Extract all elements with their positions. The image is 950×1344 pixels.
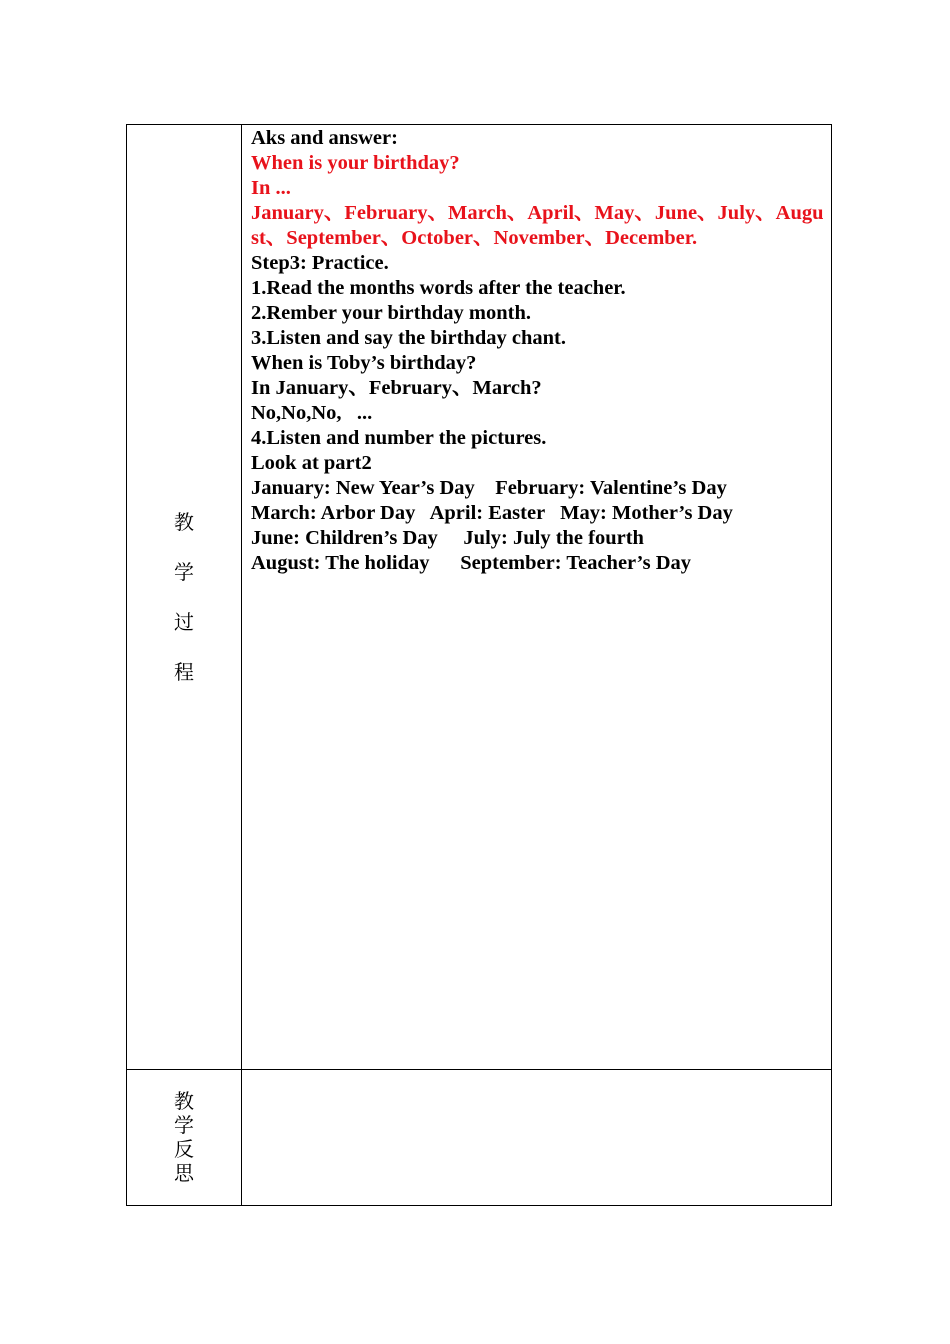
- teaching-reflection-label: [174, 1089, 194, 1185]
- label-char: 学: [174, 560, 194, 584]
- process-line: Aks and answer:: [251, 127, 398, 149]
- label-char: 教: [174, 510, 194, 534]
- lesson-plan-table: [126, 124, 832, 1206]
- process-line: March: Arbor Day April: Easter May: Mother’s Day: [251, 502, 733, 524]
- teaching-process-row: [127, 125, 831, 1070]
- teaching-reflection-label-cell: [127, 1069, 242, 1205]
- process-line: 1.Read the months words after the teacher.: [251, 277, 626, 299]
- teaching-process-label-cell: [127, 125, 242, 1069]
- teaching-process-label: [174, 497, 194, 697]
- label-char: 教: [174, 1089, 194, 1113]
- teaching-reflection-row: [127, 1069, 831, 1205]
- process-line: August: The holiday September: Teacher’s Day: [251, 552, 691, 574]
- process-lines: [251, 125, 825, 576]
- process-line: When is Toby’s birthday?: [251, 352, 477, 374]
- process-line: 2.Rember your birthday month.: [251, 302, 531, 324]
- process-line: 3.Listen and say the birthday chant.: [251, 327, 566, 349]
- process-line: January、February、March、April、May、June、July、August、September、October、November、December.: [251, 202, 824, 249]
- process-line: When is your birthday?: [251, 152, 460, 174]
- label-char: 学: [174, 1113, 194, 1137]
- label-char: 程: [174, 660, 194, 684]
- process-line: June: Children’s Day July: July the fourth: [251, 527, 644, 549]
- teaching-process-content: [242, 125, 831, 1069]
- process-line: In January、February、March?: [251, 377, 542, 399]
- process-line: No,No,No, ...: [251, 402, 373, 424]
- process-line: 4.Listen and number the pictures.: [251, 427, 547, 449]
- process-line: Look at part2: [251, 452, 372, 474]
- process-line: January: New Year’s Day February: Valentine’s Day: [251, 477, 727, 499]
- label-char: 思: [174, 1161, 194, 1185]
- process-line: Step3: Practice.: [251, 252, 389, 274]
- label-char: 过: [174, 610, 194, 634]
- label-char: 反: [174, 1137, 194, 1161]
- teaching-reflection-content: [242, 1069, 831, 1205]
- process-line: In ...: [251, 177, 291, 199]
